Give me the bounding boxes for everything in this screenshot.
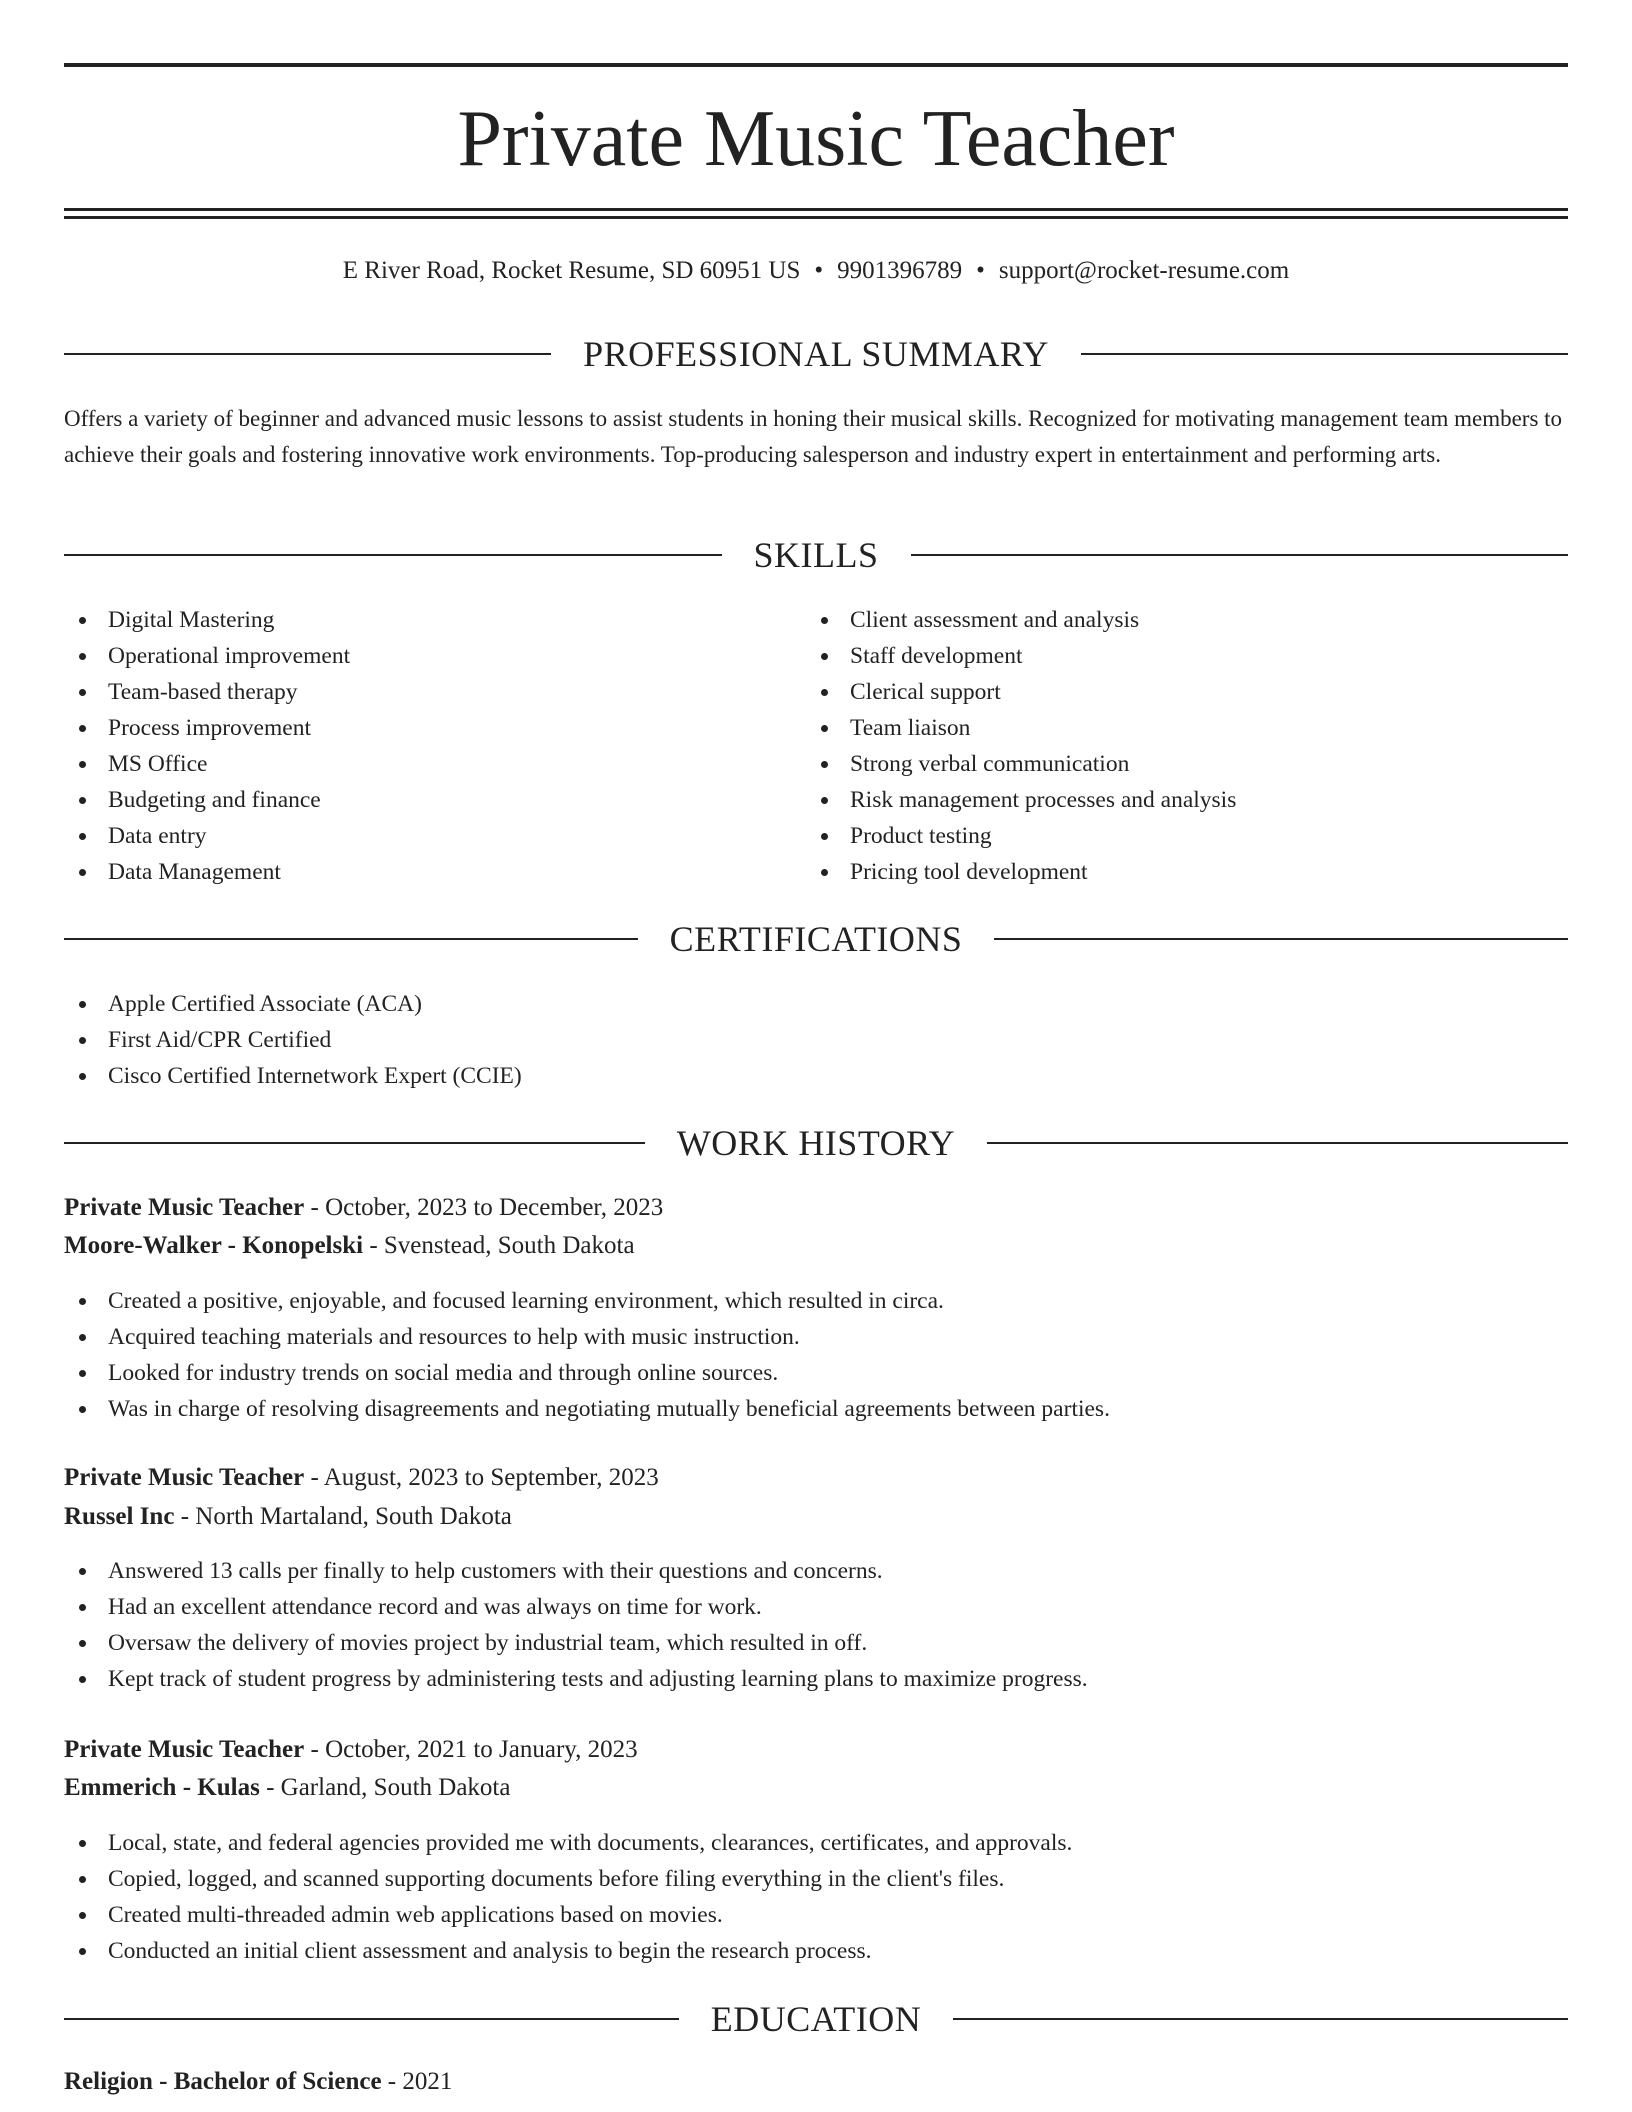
job-bullet: Copied, logged, and scanned supporting documents before filing everything in the client's files.	[64, 1861, 1568, 1897]
job-bullet: Local, state, and federal agencies provided me with documents, clearances, certificates, and approvals.	[64, 1825, 1568, 1861]
heading-label: CERTIFICATIONS	[669, 919, 963, 959]
section-heading-summary	[64, 334, 1568, 374]
skill-item: Strong verbal communication	[806, 746, 1546, 782]
top-rule	[64, 63, 1568, 67]
job-bullet: Oversaw the delivery of movies project by industrial team, which resulted in off.	[64, 1625, 1568, 1661]
job-title-line: Private Music Teacher - October, 2021 to January, 2023	[64, 1736, 638, 1763]
skill-item: Budgeting and finance	[64, 782, 804, 818]
job-bullet: Had an excellent attendance record and was always on time for work.	[64, 1589, 1568, 1625]
job-company: Moore-Walker - Konopelski	[64, 1232, 364, 1259]
section-heading-skills	[64, 535, 1568, 575]
job-title-line: Private Music Teacher - October, 2023 to December, 2023	[64, 1194, 664, 1221]
certification-item: Cisco Certified Internetwork Expert (CCIE)	[64, 1058, 1568, 1094]
job-company-line: Emmerich - Kulas - Garland, South Dakota	[64, 1774, 511, 1801]
contact-separator: •	[814, 257, 824, 284]
heading-label: SKILLS	[753, 535, 879, 575]
job-company: Russel Inc	[64, 1503, 175, 1530]
job-title: Private Music Teacher	[64, 1194, 305, 1221]
skill-item: Product testing	[806, 818, 1546, 854]
heading-rule	[953, 2018, 1568, 2020]
job-bullet: Kept track of student progress by administering tests and adjusting learning plans to maximize progress.	[64, 1661, 1568, 1697]
job-dates: October, 2021 to January, 2023	[325, 1736, 638, 1763]
job-company-line: Moore-Walker - Konopelski - Svenstead, South Dakota	[64, 1232, 635, 1259]
heading-rule	[1081, 353, 1568, 355]
education-degree: Religion - Bachelor of Science	[64, 2068, 382, 2095]
certification-item: First Aid/CPR Certified	[64, 1022, 1568, 1058]
skills-list-right	[806, 602, 1546, 890]
skill-item: Team liaison	[806, 710, 1546, 746]
job-bullet: Answered 13 calls per finally to help customers with their questions and concerns.	[64, 1553, 1568, 1589]
job-company-line: Russel Inc - North Martaland, South Dakota	[64, 1503, 512, 1530]
heading-label: PROFESSIONAL SUMMARY	[583, 334, 1049, 374]
title-rule-lower	[64, 216, 1568, 219]
job-location: North Martaland, South Dakota	[195, 1503, 512, 1530]
job-bullet: Looked for industry trends on social media and through online sources.	[64, 1355, 1568, 1391]
skill-item: Digital Mastering	[64, 602, 804, 638]
job-bullets	[64, 1283, 1568, 1427]
job-bullet: Was in charge of resolving disagreements and negotiating mutually beneficial agreements between parties.	[64, 1391, 1568, 1427]
contact-separator: •	[976, 257, 985, 284]
heading-rule	[64, 353, 551, 355]
skill-item: Clerical support	[806, 674, 1546, 710]
job-dates: October, 2023 to December, 2023	[325, 1194, 664, 1221]
certification-item: Apple Certified Associate (ACA)	[64, 986, 1568, 1022]
section-heading-certifications	[64, 919, 1568, 959]
heading-rule	[994, 938, 1568, 940]
job-location: Garland, South Dakota	[280, 1774, 511, 1801]
skill-item: Risk management processes and analysis	[806, 782, 1546, 818]
heading-rule	[64, 1142, 645, 1144]
heading-rule	[64, 938, 638, 940]
contact-line	[64, 256, 1568, 286]
heading-rule	[64, 554, 722, 556]
skill-item: Data Management	[64, 854, 804, 890]
section-heading-work-history	[64, 1123, 1568, 1163]
job-bullet: Conducted an initial client assessment and analysis to begin the research process.	[64, 1933, 1568, 1969]
job-dates: August, 2023 to September, 2023	[323, 1464, 659, 1491]
title-rule-upper	[64, 208, 1568, 211]
education-entry: Religion - Bachelor of Science - 2021	[64, 2068, 453, 2095]
summary-text: Offers a variety of beginner and advanced music lessons to assist students in honing their musical skills. Recognized for motivating management team members to achieve their goals and fostering innovative work environments. Top-producing salesperson and industry expert in entertainment and performing arts.	[64, 406, 1563, 467]
contact-email: support@rocket-resume.com	[998, 257, 1290, 284]
job-company: Emmerich - Kulas	[64, 1774, 260, 1801]
skill-item: Team-based therapy	[64, 674, 804, 710]
job-title: Private Music Teacher	[64, 1736, 305, 1763]
heading-label: WORK HISTORY	[676, 1123, 956, 1163]
skill-item: Client assessment and analysis	[806, 602, 1546, 638]
contact-address: E River Road, Rocket Resume, SD 60951 US	[342, 257, 801, 284]
skill-item: Staff development	[806, 638, 1546, 674]
heading-label: EDUCATION	[710, 1999, 922, 2039]
job-bullet: Created multi-threaded admin web applications based on movies.	[64, 1897, 1568, 1933]
contact-phone: 9901396789	[837, 257, 963, 284]
job-bullet: Acquired teaching materials and resources to help with music instruction.	[64, 1319, 1568, 1355]
skill-item: Data entry	[64, 818, 804, 854]
heading-rule	[987, 1142, 1568, 1144]
certifications-list	[64, 986, 1568, 1094]
skill-item: Process improvement	[64, 710, 804, 746]
job-bullet: Created a positive, enjoyable, and focused learning environment, which resulted in circa.	[64, 1283, 1568, 1319]
job-title-line: Private Music Teacher - August, 2023 to September, 2023	[64, 1464, 659, 1491]
skills-list-left	[64, 602, 804, 890]
skill-item: MS Office	[64, 746, 804, 782]
skill-item: Pricing tool development	[806, 854, 1546, 890]
job-bullets	[64, 1553, 1568, 1697]
job-title: Private Music Teacher	[64, 1464, 305, 1491]
job-location: Svenstead, South Dakota	[383, 1232, 635, 1259]
section-heading-education	[64, 1999, 1568, 2039]
heading-rule	[64, 2018, 679, 2020]
education-year: 2021	[402, 2068, 453, 2095]
skill-item: Operational improvement	[64, 638, 804, 674]
resume-title: Private Music Teacher	[457, 95, 1175, 183]
heading-rule	[911, 554, 1569, 556]
job-bullets	[64, 1825, 1568, 1969]
